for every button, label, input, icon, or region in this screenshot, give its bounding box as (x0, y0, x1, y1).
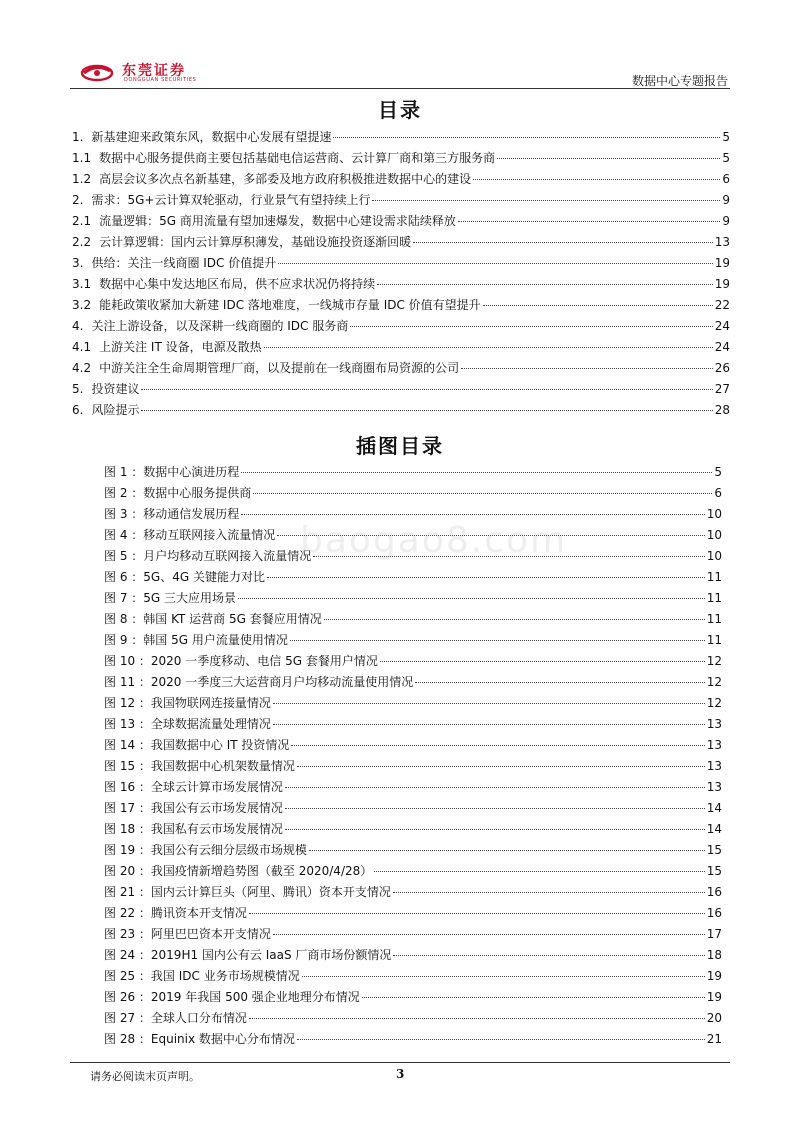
dot-leader (458, 221, 721, 222)
dot-leader (249, 1018, 705, 1019)
dot-leader (278, 263, 712, 264)
entry-title: 流量逻辑：5G 商用流量有望加速爆发，数据中心建设需求陆续释放 (99, 214, 456, 228)
entry-number: 图 11 ： (104, 675, 151, 689)
entry-number: 图 6 ： (104, 570, 144, 584)
entry-number: 4.1 (72, 340, 92, 354)
entry-number: 图 1 ： (104, 465, 144, 479)
dot-leader (264, 347, 713, 348)
figure-entry[interactable] (104, 820, 722, 841)
figure-entry[interactable] (104, 1009, 722, 1030)
entry-number: 图 4 ： (104, 528, 144, 542)
entry-number: 1. (72, 130, 84, 144)
entry-page: 9 (722, 214, 730, 228)
entry-page: 15 (706, 843, 722, 857)
entry-title: 韩国 5G 用户流量使用情况 (143, 633, 288, 647)
entry-page: 9 (722, 193, 730, 207)
entry-title: 我国私有云市场发展情况 (150, 822, 283, 836)
entry-page: 5 (714, 465, 722, 479)
entry-title: 2020 一季度三大运营商月户均移动流量使用情况 (150, 675, 414, 689)
dot-leader (372, 200, 720, 201)
dot-leader (273, 703, 705, 704)
entry-title: 我国疫情新增趋势图（截至 2020/4/28） (150, 864, 373, 878)
dot-leader (297, 1039, 705, 1040)
entry-title: 2020 一季度移动、电信 5G 套餐用户情况 (150, 654, 378, 668)
watermark: baogao8.com (300, 520, 568, 561)
entry-number: 图 21 ： (104, 885, 151, 899)
entry-page: 26 (714, 361, 730, 375)
entry-page: 18 (706, 948, 722, 962)
entry-number: 3. (72, 256, 84, 270)
entry-number: 图 16 ： (104, 780, 151, 794)
figure-entry[interactable] (104, 631, 722, 652)
entry-title: 我国公有云市场发展情况 (150, 801, 283, 815)
entry-number: 2.2 (72, 235, 92, 249)
logo-mark-icon (80, 61, 114, 83)
entry-number: 图 10 ： (104, 654, 151, 668)
entry-title: 关注上游设备，以及深耕一线商圈的 IDC 服务商 (91, 319, 349, 333)
dot-leader (393, 955, 704, 956)
entry-page: 12 (706, 696, 722, 710)
logo-name: 东莞证券 (122, 63, 186, 79)
entry-number: 图 13 ： (104, 717, 151, 731)
figure-entry[interactable] (104, 883, 722, 904)
entry-number: 2.1 (72, 214, 92, 228)
entry-title: 全球数据流量处理情况 (150, 717, 271, 731)
toc-entry[interactable] (72, 149, 730, 170)
entry-number: 图 19 ： (104, 843, 151, 857)
header-divider (70, 88, 730, 89)
entry-number: 图 20 ： (104, 864, 151, 878)
entry-page: 24 (714, 319, 730, 333)
figure-entry[interactable] (104, 568, 722, 589)
entry-title: 我国数据中心 IT 投资情况 (150, 738, 290, 752)
entry-page: 24 (714, 340, 730, 354)
entry-page: 11 (706, 591, 722, 605)
entry-number: 2. (72, 193, 84, 207)
logo-subtitle: DONGGUAN SECURITIES (124, 77, 197, 83)
entry-number: 图 22 ： (104, 906, 151, 920)
entry-page: 20 (706, 1011, 722, 1025)
entry-title: 供给：关注一线商圈 IDC 价值提升 (91, 256, 277, 270)
dot-leader (380, 661, 705, 662)
entry-title: Equinix 数据中心分布情况 (150, 1032, 295, 1046)
figure-entry[interactable] (104, 694, 722, 715)
footer-divider (70, 1062, 730, 1063)
entry-number: 3.1 (72, 277, 92, 291)
entry-page: 13 (706, 780, 722, 794)
entry-number: 图 15 ： (104, 759, 151, 773)
figure-entry[interactable] (104, 484, 722, 505)
entry-title: 高层会议多次点名新基建，多部委及地方政府积极推进数据中心的建设 (99, 172, 472, 186)
dot-leader (285, 787, 705, 788)
entry-title: 5G 三大应用场景 (143, 591, 237, 605)
dot-leader (377, 284, 713, 285)
page-number: 3 (396, 1067, 405, 1081)
entry-title: 能耗政策收紧加大新建 IDC 落地难度，一线城市存量 IDC 价值有望提升 (99, 298, 481, 312)
toc-entry[interactable] (72, 233, 730, 254)
entry-page: 12 (706, 654, 722, 668)
entry-title: 新基建迎来政策东风，数据中心发展有望提速 (91, 130, 332, 144)
entry-title: 月户均移动互联网接入流量情况 (143, 549, 312, 563)
entry-title: 我国 IDC 业务市场规模情况 (150, 969, 300, 983)
figure-list-title: 插图目录 (356, 434, 444, 458)
entry-title: 2019H1 国内公有云 IaaS 厂商市场份额情况 (150, 948, 392, 962)
figure-entry[interactable] (104, 715, 722, 736)
entry-number: 图 27 ： (104, 1011, 151, 1025)
entry-title: 全球云计算市场发展情况 (150, 780, 283, 794)
dot-leader (374, 871, 704, 872)
entry-number: 图 14 ： (104, 738, 151, 752)
dot-leader (267, 577, 705, 578)
entry-page: 27 (714, 382, 730, 396)
entry-number: 4. (72, 319, 84, 333)
entry-page: 13 (714, 235, 730, 249)
entry-number: 图 12 ： (104, 696, 151, 710)
entry-page: 17 (706, 927, 722, 941)
dot-leader (141, 410, 712, 411)
figure-entry[interactable] (104, 967, 722, 988)
entry-page: 19 (714, 277, 730, 291)
toc-entry[interactable] (72, 275, 730, 296)
entry-page: 16 (706, 906, 722, 920)
entry-title: 移动通信发展历程 (143, 507, 240, 521)
toc-entry[interactable] (72, 380, 730, 401)
entry-number: 图 26 ： (104, 990, 151, 1004)
entry-title: 数据中心服务提供商 (143, 486, 252, 500)
figure-entry[interactable] (104, 736, 722, 757)
entry-page: 12 (706, 675, 722, 689)
entry-title: 数据中心服务提供商主要包括基础电信运营商、云计算厂商和第三方服务商 (99, 151, 496, 165)
dot-leader (309, 850, 705, 851)
entry-number: 图 2 ： (104, 486, 144, 500)
entry-page: 10 (706, 507, 722, 521)
figure-entry[interactable] (104, 1030, 722, 1051)
dot-leader (461, 368, 713, 369)
entry-number: 图 24 ： (104, 948, 151, 962)
entry-number: 图 3 ： (104, 507, 144, 521)
entry-title: 风险提示 (91, 403, 140, 417)
entry-number: 图 18 ： (104, 822, 151, 836)
entry-number: 6. (72, 403, 84, 417)
dot-leader (238, 598, 705, 599)
dot-leader (302, 976, 705, 977)
figure-entry[interactable] (104, 799, 722, 820)
entry-number: 3.2 (72, 298, 92, 312)
entry-page: 11 (706, 570, 722, 584)
dot-leader (141, 389, 712, 390)
toc-entry[interactable] (72, 338, 730, 359)
entry-number: 图 7 ： (104, 591, 144, 605)
footer-note: 请务必阅读末页声明。 (90, 1070, 200, 1083)
toc-entry[interactable] (72, 191, 730, 212)
toc-title: 目录 (378, 98, 422, 122)
entry-page: 10 (706, 528, 722, 542)
entry-page: 19 (706, 990, 722, 1004)
dot-leader (413, 242, 713, 243)
entry-number: 1.1 (72, 151, 92, 165)
entry-page: 13 (706, 738, 722, 752)
entry-page: 13 (706, 717, 722, 731)
entry-number: 图 28 ： (104, 1032, 151, 1046)
entry-title: 全球人口分布情况 (150, 1011, 247, 1025)
entry-page: 5 (722, 130, 730, 144)
dot-leader (285, 808, 705, 809)
dot-leader (241, 514, 704, 515)
dot-leader (297, 766, 705, 767)
dot-leader (241, 472, 712, 473)
entry-page: 14 (706, 822, 722, 836)
dot-leader (362, 997, 705, 998)
entry-title: 我国公有云细分层级市场规模 (150, 843, 307, 857)
entry-title: 上游关注 IT 设备，电源及散热 (99, 340, 262, 354)
figure-entry[interactable] (104, 778, 722, 799)
figure-entry[interactable] (104, 988, 722, 1009)
figure-entry[interactable] (104, 589, 722, 610)
toc-list (72, 128, 730, 422)
figure-entry[interactable] (104, 904, 722, 925)
entry-page: 19 (706, 969, 722, 983)
entry-page: 14 (706, 801, 722, 815)
dot-leader (273, 934, 705, 935)
entry-title: 国内云计算巨头（阿里、腾讯）资本开支情况 (150, 885, 391, 899)
dot-leader (393, 892, 705, 893)
dot-leader (473, 179, 720, 180)
entry-page: 6 (722, 172, 730, 186)
toc-entry[interactable] (72, 254, 730, 275)
dot-leader (324, 619, 705, 620)
dot-leader (483, 305, 713, 306)
entry-title: 阿里巴巴资本开支情况 (150, 927, 271, 941)
entry-page: 16 (706, 885, 722, 899)
entry-title: 韩国 KT 运营商 5G 套餐应用情况 (143, 612, 322, 626)
figure-entry[interactable] (104, 757, 722, 778)
entry-number: 图 17 ： (104, 801, 151, 815)
entry-page: 21 (706, 1032, 722, 1046)
entry-title: 移动互联网接入流量情况 (143, 528, 276, 542)
toc-entry[interactable] (72, 359, 730, 380)
figure-entry[interactable] (104, 652, 722, 673)
entry-page: 22 (714, 298, 730, 312)
entry-page: 11 (706, 612, 722, 626)
figure-entry[interactable] (104, 946, 722, 967)
dot-leader (415, 682, 704, 683)
entry-title: 腾讯资本开支情况 (150, 906, 247, 920)
entry-title: 数据中心演进历程 (143, 465, 240, 479)
entry-number: 图 9 ： (104, 633, 144, 647)
entry-page: 6 (714, 486, 722, 500)
entry-page: 28 (714, 403, 730, 417)
figure-entry[interactable] (104, 925, 722, 946)
entry-page: 11 (706, 633, 722, 647)
figure-entry[interactable] (104, 610, 722, 631)
page-header (70, 58, 730, 90)
entry-number: 4.2 (72, 361, 92, 375)
entry-number: 图 5 ： (104, 549, 144, 563)
figure-entry[interactable] (104, 862, 722, 883)
entry-number: 1.2 (72, 172, 92, 186)
toc-entry[interactable] (72, 212, 730, 233)
entry-number: 图 8 ： (104, 612, 144, 626)
entry-title: 需求：5G+云计算双轮驱动，行业景气有望持续上行 (91, 193, 371, 207)
dot-leader (253, 493, 712, 494)
entry-title: 数据中心集中发达地区布局，供不应求状况仍将持续 (99, 277, 376, 291)
entry-title: 我国物联网连接量情况 (150, 696, 271, 710)
entry-number: 5. (72, 382, 84, 396)
dot-leader (285, 829, 705, 830)
toc-entry[interactable] (72, 401, 730, 422)
dot-leader (249, 913, 705, 914)
dot-leader (497, 158, 720, 159)
entry-title: 2019 年我国 500 强企业地理分布情况 (150, 990, 360, 1004)
entry-number: 图 25 ： (104, 969, 151, 983)
dot-leader (273, 724, 705, 725)
dot-leader (290, 640, 705, 641)
entry-title: 我国数据中心机架数量情况 (150, 759, 295, 773)
entry-title: 云计算逻辑：国内云计算厚积薄发，基础设施投资逐渐回暖 (99, 235, 412, 249)
dot-leader (333, 137, 720, 138)
dot-leader (291, 745, 704, 746)
entry-title: 投资建议 (91, 382, 140, 396)
entry-page: 19 (714, 256, 730, 270)
entry-title: 中游关注全生命周期管理厂商，以及提前在一线商圈布局资源的公司 (99, 361, 460, 375)
dot-leader (350, 326, 712, 327)
entry-number: 图 23 ： (104, 927, 151, 941)
entry-page: 13 (706, 759, 722, 773)
entry-page: 10 (706, 549, 722, 563)
figure-entry[interactable] (104, 841, 722, 862)
company-logo (80, 60, 197, 84)
toc-entry[interactable] (72, 128, 730, 149)
entry-page: 5 (722, 151, 730, 165)
figure-entry[interactable] (104, 673, 722, 694)
toc-entry[interactable] (72, 170, 730, 191)
entry-page: 15 (706, 864, 722, 878)
figure-entry[interactable] (104, 463, 722, 484)
entry-title: 5G、4G 关键能力对比 (143, 570, 265, 584)
toc-entry[interactable] (72, 317, 730, 338)
toc-entry[interactable] (72, 296, 730, 317)
report-title: 数据中心专题报告 (631, 74, 728, 88)
